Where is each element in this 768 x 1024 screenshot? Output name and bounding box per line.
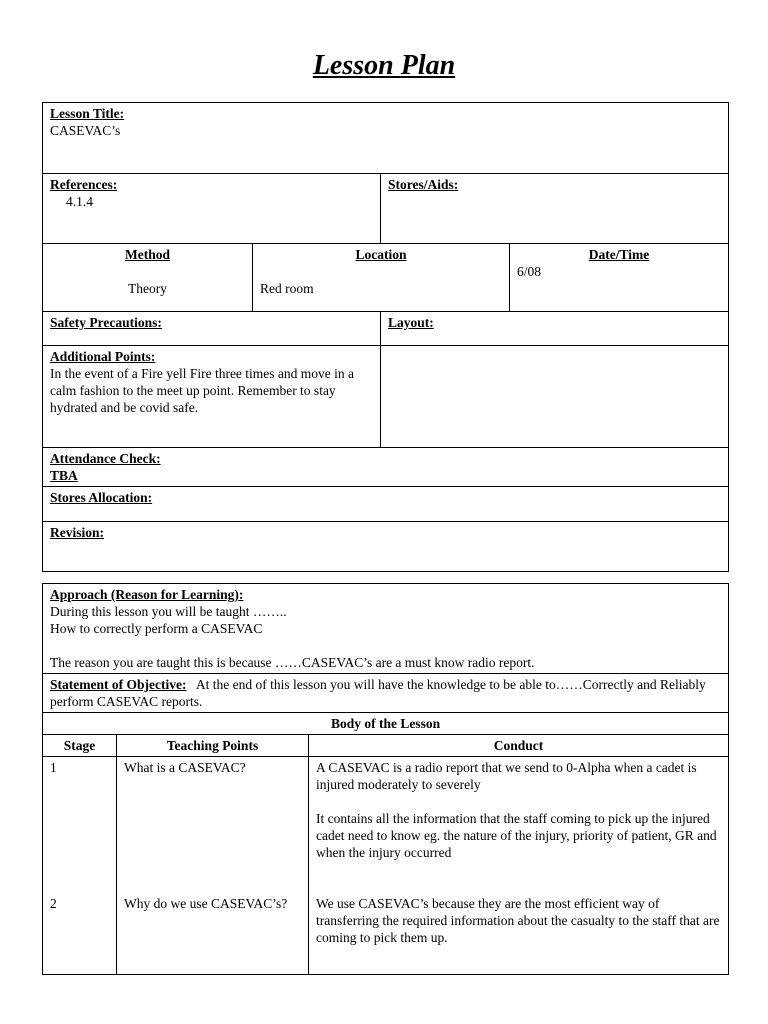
date-time-label: Date/Time [588, 247, 650, 262]
page-title: Lesson Plan [312, 50, 456, 81]
body-points-cell [117, 757, 309, 975]
method-cell [43, 244, 253, 312]
references-cell [43, 174, 381, 244]
body-conduct-cell [309, 757, 729, 975]
stage-1: 1 [50, 760, 57, 775]
approach-label: Approach (Reason for Learning): [50, 587, 244, 602]
stores-allocation-label: Stores Allocation: [50, 490, 153, 505]
method-label: Method [125, 247, 170, 262]
stores-aids-label: Stores/Aids: [388, 177, 459, 192]
lesson-details-table [42, 102, 729, 572]
layout-label: Layout: [388, 315, 434, 330]
attendance-label: Attendance Check: [50, 451, 161, 466]
conduct-1b: It contains all the information that the staff coming to pick up the injured cadet need to know eg. the nature of the injury, priority of patient, GR and when the injury occurred [316, 811, 717, 860]
location-cell [253, 244, 510, 312]
layout-area-cell [381, 346, 729, 448]
lesson-title-value: CASEVAC’s [50, 123, 121, 138]
approach-cell [43, 584, 729, 674]
approach-line-1: During this lesson you will be taught …….. [50, 604, 287, 619]
approach-line-2: How to correctly perform a CASEVAC [50, 621, 263, 636]
col-teaching-header: Teaching Points [117, 735, 309, 757]
lesson-title-label: Lesson Title: [50, 106, 125, 121]
method-value: Theory [128, 281, 167, 296]
approach-line-3: The reason you are taught this is because ……CASEVAC’s are a must know radio report. [50, 655, 535, 670]
safety-label: Safety Precautions: [50, 315, 162, 330]
additional-points-label: Additional Points: [50, 349, 156, 364]
revision-cell [43, 522, 729, 572]
location-label: Location [355, 247, 407, 262]
objective-label: Statement of Objective: [50, 677, 187, 692]
additional-points-cell [43, 346, 381, 448]
objective-cell [43, 674, 729, 713]
col-conduct-header: Conduct [309, 735, 729, 757]
lesson-title-cell [43, 103, 729, 174]
date-time-value: 6/08 [517, 264, 542, 279]
col-stage-header: Stage [43, 735, 117, 757]
stores-aids-cell [381, 174, 729, 244]
safety-cell [43, 312, 381, 346]
revision-label: Revision: [50, 525, 104, 540]
body-stages-cell [43, 757, 117, 975]
objective-text: At the end of this lesson you will have the knowledge to be able to……Correctly and Reliably perform CASEVAC reports. [50, 677, 706, 709]
teaching-point-2: Why do we use CASEVAC’s? [124, 896, 288, 911]
stage-2: 2 [50, 896, 57, 911]
teaching-point-1: What is a CASEVAC? [124, 760, 246, 775]
layout-cell [381, 312, 729, 346]
body-heading: Body of the Lesson [43, 713, 729, 735]
date-time-cell [510, 244, 729, 312]
attendance-cell [43, 448, 729, 487]
additional-points-text: In the event of a Fire yell Fire three times and move in a calm fashion to the meet up point. Remember to stay hydrated and be covid safe. [50, 366, 355, 415]
references-value: 4.1.4 [66, 194, 93, 209]
conduct-2: We use CASEVAC’s because they are the most efficient way of transferring the required information about the casualty to the staff that are coming to pick them up. [316, 896, 720, 945]
lesson-body-table [42, 583, 729, 975]
location-value: Red room [260, 281, 314, 296]
conduct-1a: A CASEVAC is a radio report that we send to 0-Alpha when a cadet is injured moderately to severely [316, 760, 697, 792]
attendance-value: TBA [50, 468, 78, 483]
stores-allocation-cell [43, 487, 729, 522]
references-label: References: [50, 177, 118, 192]
